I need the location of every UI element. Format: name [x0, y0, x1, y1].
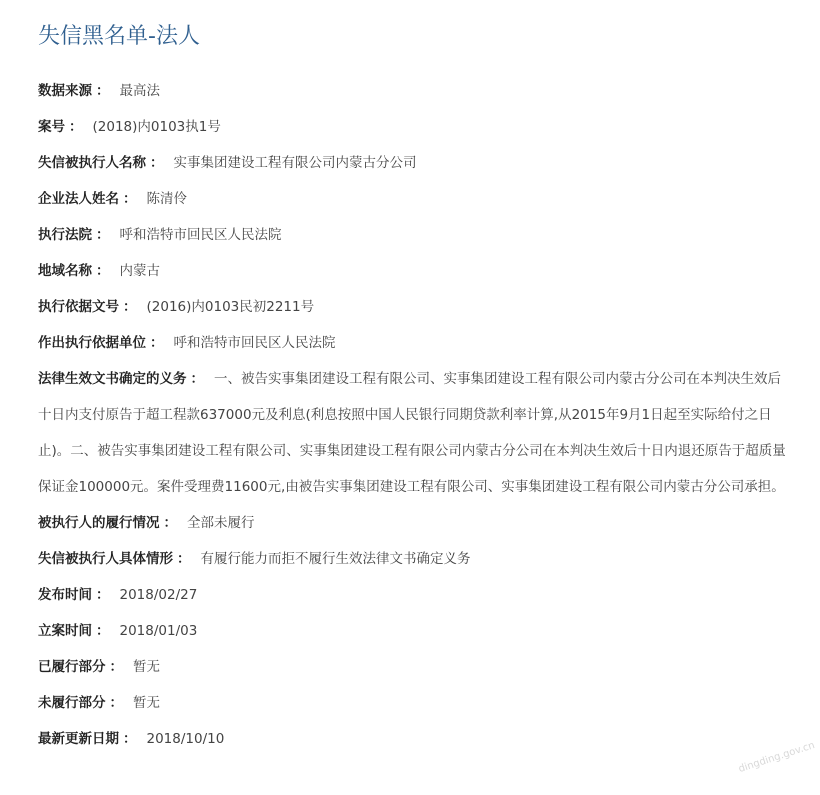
- field-case-number: [38, 109, 788, 145]
- field-value: 2018/10/10: [146, 731, 225, 747]
- field-value: 2018/01/03: [119, 623, 198, 639]
- field-colon: ：: [96, 83, 110, 99]
- field-unperformed-part: [38, 685, 788, 721]
- field-colon: ：: [150, 335, 164, 351]
- field-value: 实事集团建设工程有限公司内蒙古分公司: [173, 155, 417, 171]
- field-data-source: [38, 73, 788, 109]
- field-specific-circumstances: [38, 541, 788, 577]
- field-last-updated: [38, 721, 788, 757]
- field-label: 失信被执行人具体情形: [38, 551, 173, 567]
- field-value: (2016)内0103民初2211号: [146, 299, 315, 315]
- field-label: 数据来源: [38, 83, 92, 99]
- field-colon: ：: [190, 371, 204, 387]
- field-value: 暂无: [133, 695, 160, 711]
- field-label: 发布时间: [38, 587, 92, 603]
- field-colon: ：: [109, 659, 123, 675]
- field-colon: ：: [96, 227, 110, 243]
- field-performance-status: [38, 505, 788, 541]
- field-label: 法律生效文书确定的义务: [38, 371, 187, 387]
- field-label: 立案时间: [38, 623, 92, 639]
- field-label: 最新更新日期: [38, 731, 119, 747]
- field-value: (2018)内0103执1号: [92, 119, 221, 135]
- field-value: 一、被告实事集团建设工程有限公司、实事集团建设工程有限公司内蒙古分公司在本判决生效后十日内支付原告于超工程款637000元及利息(利息按照中国人民银行同期贷款利率计算,从2015年9月1日起至实际给付之日止)。二、被告实事集团建设工程有限公司、实事集团建设工程有限公司内蒙古分公司在本判决生效后十日内退还原告于超质量保证金100000元。案件受理费11600元,由被告实事集团建设工程有限公司、实事集团建设工程有限公司内蒙古分公司承担。: [38, 371, 786, 495]
- field-colon: ：: [177, 551, 191, 567]
- field-value: 最高法: [119, 83, 160, 99]
- field-value: 内蒙古: [119, 263, 160, 279]
- field-colon: ：: [96, 587, 110, 603]
- field-value: 陈清伶: [146, 191, 187, 207]
- field-value: 有履行能力而拒不履行生效法律文书确定义务: [200, 551, 471, 567]
- field-colon: ：: [123, 731, 137, 747]
- field-value: 全部未履行: [187, 515, 255, 531]
- field-filing-date: [38, 613, 788, 649]
- field-label: 执行依据文号: [38, 299, 119, 315]
- field-label: 已履行部分: [38, 659, 106, 675]
- field-colon: ：: [150, 155, 164, 171]
- field-value: 2018/02/27: [119, 587, 198, 603]
- field-value: 暂无: [133, 659, 160, 675]
- field-performed-part: [38, 649, 788, 685]
- field-basis-issuing-unit: [38, 325, 788, 361]
- field-value: 呼和浩特市回民区人民法院: [173, 335, 336, 351]
- field-colon: ：: [123, 299, 137, 315]
- field-label: 作出执行依据单位: [38, 335, 146, 351]
- field-legal-obligations: [38, 361, 788, 505]
- field-label: 失信被执行人名称: [38, 155, 146, 171]
- field-colon: ：: [96, 623, 110, 639]
- watermark: dingding.gov.cn: [736, 739, 816, 776]
- field-defaulter-name: [38, 145, 788, 181]
- field-colon: ：: [163, 515, 177, 531]
- field-colon: ：: [109, 695, 123, 711]
- field-colon: ：: [69, 119, 83, 135]
- field-label: 案号: [38, 119, 65, 135]
- field-label: 企业法人姓名: [38, 191, 119, 207]
- field-publish-date: [38, 577, 788, 613]
- page-title: 失信黑名单-法人: [38, 24, 200, 49]
- field-region: [38, 253, 788, 289]
- field-executing-court: [38, 217, 788, 253]
- field-basis-document-number: [38, 289, 788, 325]
- field-value: 呼和浩特市回民区人民法院: [119, 227, 282, 243]
- field-label: 执行法院: [38, 227, 92, 243]
- field-colon: ：: [96, 263, 110, 279]
- field-label: 未履行部分: [38, 695, 106, 711]
- field-label: 被执行人的履行情况: [38, 515, 160, 531]
- field-legal-representative: [38, 181, 788, 217]
- field-colon: ：: [123, 191, 137, 207]
- field-label: 地域名称: [38, 263, 92, 279]
